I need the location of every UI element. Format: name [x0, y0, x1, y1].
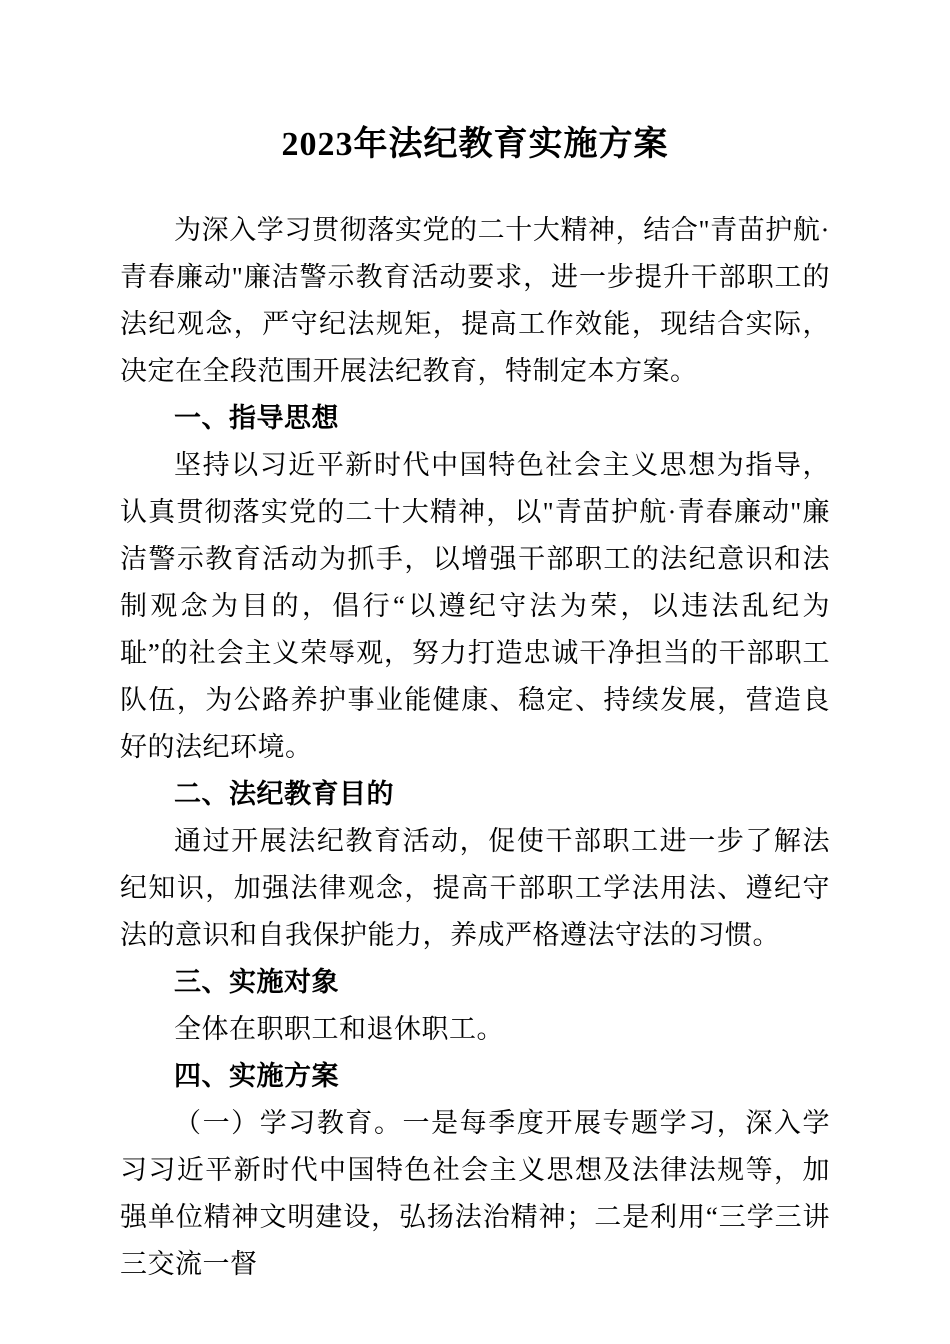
section-heading-3: 三、实施对象	[174, 967, 339, 997]
section-heading-2: 二、法纪教育目的	[174, 779, 394, 809]
paragraph-implementation-target: 全体在职职工和退休职工。	[174, 1014, 504, 1044]
section-heading-1: 一、指导思想	[174, 403, 339, 433]
paragraph-education-purpose: 通过开展法纪教育活动，促使干部职工进一步了解法纪知识，加强法律观念，提高干部职工学法用法、遵纪守法的意识和自我保护能力，养成严格遵法守法的习惯。	[120, 826, 830, 950]
document-title: 2023年法纪教育实施方案	[281, 126, 669, 163]
paragraph-guiding-ideology: 坚持以习近平新时代中国特色社会主义思想为指导，认真贯彻落实党的二十大精神，以"青苗护航·青春廉动"廉洁警示教育活动为抓手，以增强干部职工的法纪意识和法制观念为目的，倡行“以遵纪守法为荣，以违法乱纪为耻”的社会主义荣辱观，努力打造忠诚干净担当的干部职工队伍，为公路养护事业能健康、稳定、持续发展，营造良好的法纪环境。	[120, 450, 830, 762]
paragraph-intro: 为深入学习贯彻落实党的二十大精神，结合"青苗护航·青春廉动"廉洁警示教育活动要求，进一步提升干部职工的法纪观念，严守纪法规矩，提高工作效能，现结合实际，决定在全段范围开展法纪教育，特制定本方案。	[120, 215, 830, 386]
paragraph-implementation-plan: （一）学习教育。一是每季度开展专题学习，深入学习习近平新时代中国特色社会主义思想及法律法规等，加强单位精神文明建设，弘扬法治精神；二是利用“三学三讲三交流一督	[120, 1108, 830, 1279]
section-heading-4: 四、实施方案	[174, 1061, 339, 1091]
